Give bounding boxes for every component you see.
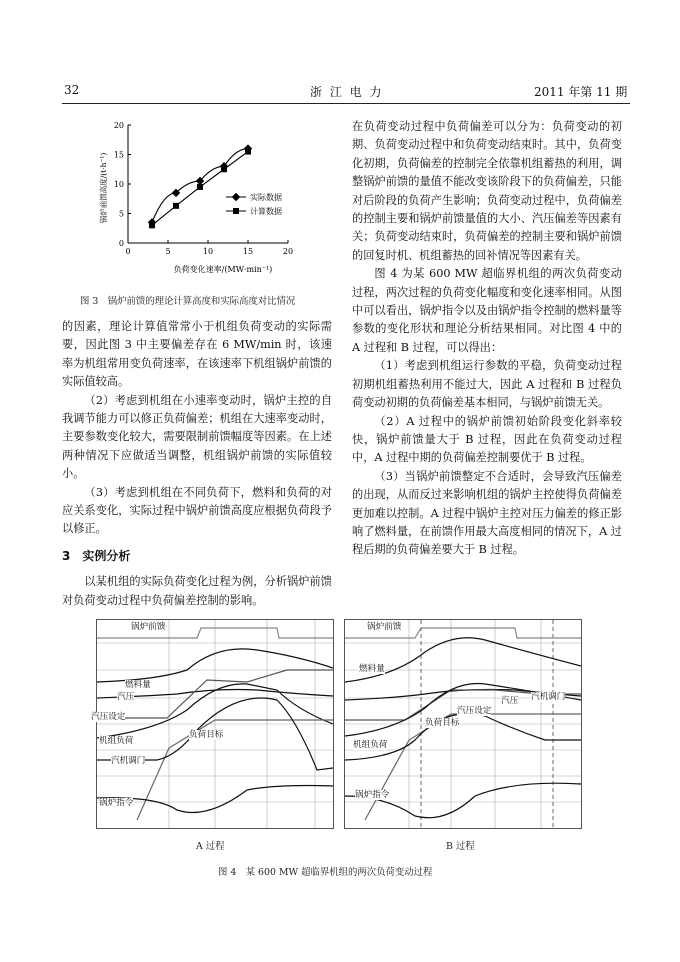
fig4-a-label-boiler-feedforward: 锅炉前馈	[131, 622, 166, 632]
fig3-y-tick-label: 0	[118, 239, 124, 248]
page-number: 32	[64, 83, 80, 97]
fig3-point-calc	[245, 149, 251, 155]
fig4-a-label-pressure: 汽压	[117, 692, 135, 702]
fig4-b-label-turbine-valve: 汽机调门	[531, 692, 566, 702]
fig3-point-calc	[149, 222, 155, 228]
right-paragraph-4: （2）A 过程中的锅炉前馈初始阶段变化斜率较快，锅炉前馈量大于 B 过程，因此在负荷变动过程中，A 过程中期的负荷偏差控制要优于 B 过程。	[352, 414, 622, 465]
right-paragraph-3: （1）考虑到机组运行参数的平稳，负荷变动过程初期机组蓄热利用不能过大，因此 A 过程和 B 过程负荷变动初期的负荷偏差基本相同，与锅炉前馈无关。	[352, 359, 622, 410]
fig3-y-tick-label: 20	[113, 121, 124, 130]
fig4-a-label-pressure-setpoint: 汽压设定	[91, 712, 126, 722]
fig3-ylabel: 锅炉前馈高度/(t·h⁻¹)	[99, 152, 108, 224]
fig4-b-label-unit-load: 机组负荷	[353, 740, 388, 750]
fig3-x-tick-label: 5	[165, 247, 171, 256]
fig4-caption: 图 4 某 600 MW 超临界机组的两次负荷变动过程	[218, 867, 433, 878]
left-column	[62, 318, 332, 610]
left-paragraph-4: 以某机组的实际负荷变化过程为例，分析锅炉前馈对负荷变动过程中负荷偏差控制的影响。	[62, 575, 332, 607]
fig4-a-label-fuel: 燃料量	[125, 680, 151, 690]
left-paragraph-2: （2）考虑到机组在小速率变动时，锅炉主控的自我调节能力可以修正负荷偏差；机组在大速率变动时，主要参数变化较大，需要限制前馈幅度等因素。在上述两种情况下应做适当调整，机组锅炉前馈的实际值较小。	[62, 393, 332, 481]
fig3-legend-calc: 计算数据	[250, 207, 282, 216]
fig4-a-label-unit-load: 机组负荷	[99, 736, 134, 746]
fig3-legend-actual: 实际数据	[250, 193, 282, 202]
fig4-a-label-load-target: 负荷目标	[189, 730, 224, 740]
fig3-point-calc	[197, 184, 203, 190]
journal-name: 浙 江 电 力	[310, 85, 384, 99]
fig3-y-tick-label: 5	[118, 209, 124, 219]
fig4-a-plot	[97, 620, 333, 828]
left-paragraph-1: 的因素，理论计算值常常小于机组负荷变动的实际需要，因此图 3 中主要偏差存在 6 MW/min 时，该速率为机组常用变负荷速率，在该速率下机组锅炉前馈的实际值较高。	[62, 320, 332, 389]
fig4-b-label-fuel: 燃料量	[359, 664, 385, 674]
fig4-b-label-boiler-command: 锅炉指令	[355, 790, 390, 800]
fig4-a-sublabel: A 过程	[196, 841, 225, 852]
issue-label: 2011 年第 11 期	[534, 85, 628, 99]
fig4-b-label-pressure-setpoint: 汽压设定	[457, 706, 492, 716]
fig3-caption: 图 3 锅炉前馈的理论计算高度和实际高度对比情况	[80, 296, 296, 307]
fig3-x-tick-label: 0	[125, 247, 131, 256]
fig3-y-tick-label: 10	[113, 180, 124, 189]
fig3-chart	[78, 116, 340, 284]
fig3-x-tick-label: 20	[282, 247, 294, 256]
fig4-b-label-boiler-feedforward: 锅炉前馈	[367, 622, 402, 632]
fig3-point-calc	[221, 166, 227, 172]
fig3-x-tick-label: 10	[202, 247, 214, 256]
fig4-panel-b	[344, 619, 582, 829]
right-paragraph-5: （3）当锅炉前馈整定不合适时，会导致汽压偏差的出现，从而反过来影响机组的锅炉主控使得负荷偏差更加难以控制。A 过程中锅炉主控对压力偏差的修正影响了燃料量，在前馈作用最大高度相同的情况下，A 过程后期的负荷偏差要大于 B 过程。	[352, 469, 622, 557]
fig3-point-calc	[173, 203, 179, 209]
right-paragraph-2: 图 4 为某 600 MW 超临界机组的两次负荷变动过程，两次过程的负荷变化幅度和变化速率相同。从图中可以看出，锅炉指令以及由锅炉指令控制的燃料量等参数的变化形状和理论分析结果相同。对比图 4 中的 A 过程和 B 过程，可以得出：	[352, 267, 622, 354]
section-title: 3 实例分析	[62, 548, 131, 563]
fig4-b-label-load-target: 负荷目标	[425, 718, 460, 728]
fig4-a-label-boiler-command: 锅炉指令	[99, 798, 134, 808]
right-paragraph-1: 在负荷变动过程中负荷偏差可以分为：负荷变动的初期、负荷变动过程中和负荷变动结束时。其中，负荷变化初期，负荷偏差的控制完全依靠机组蓄热的利用，调整锅炉前馈的量值不能改变该阶段下的负荷偏差，只能对后阶段的负荷产生影响；负荷变动过程中，负荷偏差的控制主要和锅炉前馈量值的大小、汽压偏差等因素有关；负荷变动结束时，负荷偏差的控制主要和锅炉前馈的回复时机、机组蓄热的回补情况等因素有关。	[352, 120, 622, 262]
fig4-a-label-turbine-valve: 汽机调门	[111, 756, 146, 766]
fig3-x-tick-label: 15	[242, 247, 254, 256]
fig3-y-tick-label: 15	[113, 150, 124, 160]
fig4-b-sublabel: B 过程	[446, 841, 475, 852]
header-rule	[62, 103, 630, 104]
left-paragraph-3: （3）考虑到机组在不同负荷下，燃料和负荷的对应关系变化，实际过程中锅炉前馈高度应根据负荷段予以修正。	[62, 485, 332, 536]
fig4-panel-a	[91, 619, 334, 829]
right-column	[352, 118, 622, 560]
fig4-b-label-pressure: 汽压	[501, 696, 519, 706]
fig3-xlabel: 负荷变化速率/(MW·min⁻¹)	[173, 265, 273, 274]
